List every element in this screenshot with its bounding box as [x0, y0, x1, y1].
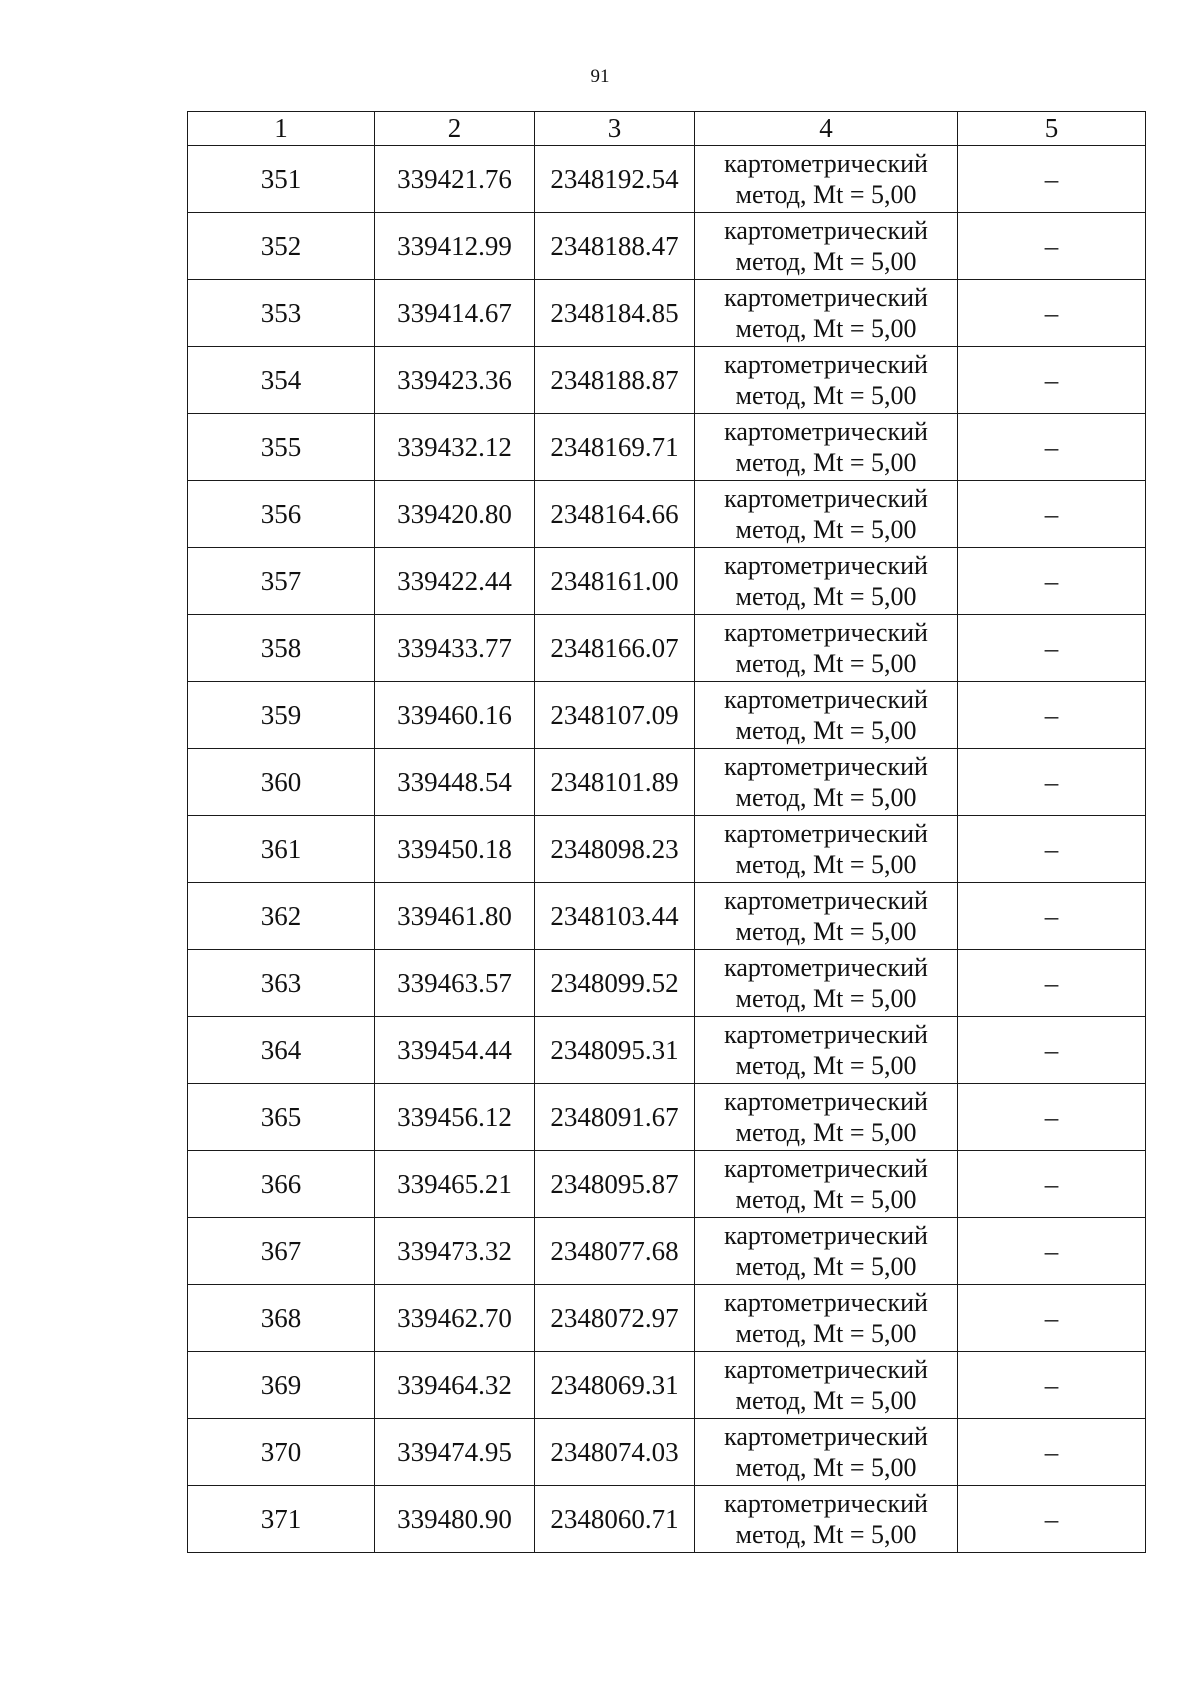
header-col-4: 4: [695, 112, 958, 146]
note-cell: –: [958, 1017, 1146, 1084]
x-coordinate-cell: 339461.80: [375, 883, 535, 950]
method-line-1: картометрический: [724, 1154, 928, 1183]
x-coordinate-cell: 339480.90: [375, 1486, 535, 1553]
point-number-cell: 357: [188, 548, 375, 615]
header-row: [188, 112, 1146, 146]
note-cell: –: [958, 1218, 1146, 1285]
method-cell: [695, 1017, 958, 1084]
x-coordinate-cell: 339421.76: [375, 146, 535, 213]
method-line-2: метод, Mt = 5,00: [735, 448, 917, 477]
method-cell: [695, 883, 958, 950]
method-line-2: метод, Mt = 5,00: [735, 850, 917, 879]
point-number-cell: 369: [188, 1352, 375, 1419]
x-coordinate-cell: 339412.99: [375, 213, 535, 280]
note-cell: –: [958, 414, 1146, 481]
table-row: [188, 481, 1146, 548]
table-row: [188, 883, 1146, 950]
note-cell: –: [958, 816, 1146, 883]
method-line-2: метод, Mt = 5,00: [735, 515, 917, 544]
method-cell: [695, 1352, 958, 1419]
method-line-1: картометрический: [724, 1355, 928, 1384]
method-cell: [695, 213, 958, 280]
y-coordinate-cell: 2348072.97: [535, 1285, 695, 1352]
table-row: [188, 213, 1146, 280]
method-cell: [695, 682, 958, 749]
method-line-1: картометрический: [724, 1288, 928, 1317]
x-coordinate-cell: 339474.95: [375, 1419, 535, 1486]
table-row: [188, 1084, 1146, 1151]
method-line-1: картометрический: [724, 1221, 928, 1250]
table-row: [188, 950, 1146, 1017]
point-number-cell: 355: [188, 414, 375, 481]
note-cell: –: [958, 682, 1146, 749]
table-row: [188, 1486, 1146, 1553]
method-line-1: картометрический: [724, 283, 928, 312]
method-cell: [695, 414, 958, 481]
method-line-2: метод, Mt = 5,00: [735, 1520, 917, 1549]
method-line-2: метод, Mt = 5,00: [735, 1386, 917, 1415]
point-number-cell: 360: [188, 749, 375, 816]
note-cell: –: [958, 615, 1146, 682]
method-cell: [695, 950, 958, 1017]
y-coordinate-cell: 2348188.87: [535, 347, 695, 414]
y-coordinate-cell: 2348099.52: [535, 950, 695, 1017]
method-cell: [695, 347, 958, 414]
table-row: [188, 816, 1146, 883]
point-number-cell: 367: [188, 1218, 375, 1285]
note-cell: –: [958, 1486, 1146, 1553]
y-coordinate-cell: 2348103.44: [535, 883, 695, 950]
method-line-2: метод, Mt = 5,00: [735, 1453, 917, 1482]
method-line-2: метод, Mt = 5,00: [735, 1185, 917, 1214]
x-coordinate-cell: 339456.12: [375, 1084, 535, 1151]
note-cell: –: [958, 1151, 1146, 1218]
method-line-1: картометрический: [724, 484, 928, 513]
method-line-1: картометрический: [724, 886, 928, 915]
note-cell: –: [958, 146, 1146, 213]
y-coordinate-cell: 2348074.03: [535, 1419, 695, 1486]
point-number-cell: 356: [188, 481, 375, 548]
method-line-1: картометрический: [724, 819, 928, 848]
method-line-1: картометрический: [724, 752, 928, 781]
point-number-cell: 361: [188, 816, 375, 883]
method-line-2: метод, Mt = 5,00: [735, 582, 917, 611]
method-line-2: метод, Mt = 5,00: [735, 314, 917, 343]
table-row: [188, 280, 1146, 347]
page-number: 91: [590, 66, 610, 87]
note-cell: –: [958, 1285, 1146, 1352]
x-coordinate-cell: 339454.44: [375, 1017, 535, 1084]
x-coordinate-cell: 339448.54: [375, 749, 535, 816]
method-line-1: картометрический: [724, 216, 928, 245]
method-cell: [695, 816, 958, 883]
y-coordinate-cell: 2348060.71: [535, 1486, 695, 1553]
x-coordinate-cell: 339433.77: [375, 615, 535, 682]
y-coordinate-cell: 2348169.71: [535, 414, 695, 481]
method-line-2: метод, Mt = 5,00: [735, 1118, 917, 1147]
method-cell: [695, 481, 958, 548]
point-number-cell: 358: [188, 615, 375, 682]
method-cell: [695, 1486, 958, 1553]
table-body: [188, 146, 1146, 1553]
method-line-1: картометрический: [724, 618, 928, 647]
method-cell: [695, 280, 958, 347]
y-coordinate-cell: 2348077.68: [535, 1218, 695, 1285]
x-coordinate-cell: 339463.57: [375, 950, 535, 1017]
table-row: [188, 146, 1146, 213]
table-row: [188, 1352, 1146, 1419]
y-coordinate-cell: 2348161.00: [535, 548, 695, 615]
y-coordinate-cell: 2348095.31: [535, 1017, 695, 1084]
method-cell: [695, 749, 958, 816]
y-coordinate-cell: 2348192.54: [535, 146, 695, 213]
method-line-1: картометрический: [724, 551, 928, 580]
method-cell: [695, 1218, 958, 1285]
x-coordinate-cell: 339462.70: [375, 1285, 535, 1352]
point-number-cell: 365: [188, 1084, 375, 1151]
method-cell: [695, 615, 958, 682]
point-number-cell: 370: [188, 1419, 375, 1486]
x-coordinate-cell: 339473.32: [375, 1218, 535, 1285]
coordinates-table: [187, 111, 1146, 1553]
method-cell: [695, 146, 958, 213]
table-row: [188, 1419, 1146, 1486]
method-line-1: картометрический: [724, 1087, 928, 1116]
method-line-1: картометрический: [724, 685, 928, 714]
method-cell: [695, 1151, 958, 1218]
table-row: [188, 1151, 1146, 1218]
method-line-1: картометрический: [724, 1489, 928, 1518]
point-number-cell: 351: [188, 146, 375, 213]
method-line-2: метод, Mt = 5,00: [735, 716, 917, 745]
x-coordinate-cell: 339465.21: [375, 1151, 535, 1218]
point-number-cell: 362: [188, 883, 375, 950]
x-coordinate-cell: 339423.36: [375, 347, 535, 414]
table-row: [188, 347, 1146, 414]
method-cell: [695, 1084, 958, 1151]
note-cell: –: [958, 950, 1146, 1017]
note-cell: –: [958, 280, 1146, 347]
x-coordinate-cell: 339414.67: [375, 280, 535, 347]
table-row: [188, 615, 1146, 682]
method-line-2: метод, Mt = 5,00: [735, 180, 917, 209]
method-line-1: картометрический: [724, 953, 928, 982]
x-coordinate-cell: 339422.44: [375, 548, 535, 615]
point-number-cell: 366: [188, 1151, 375, 1218]
note-cell: –: [958, 883, 1146, 950]
header-col-2: 2: [375, 112, 535, 146]
y-coordinate-cell: 2348098.23: [535, 816, 695, 883]
table-row: [188, 1285, 1146, 1352]
method-line-2: метод, Mt = 5,00: [735, 247, 917, 276]
method-line-1: картометрический: [724, 1020, 928, 1049]
table-row: [188, 749, 1146, 816]
header-col-5: 5: [958, 112, 1146, 146]
method-line-2: метод, Mt = 5,00: [735, 1252, 917, 1281]
method-line-2: метод, Mt = 5,00: [735, 1319, 917, 1348]
table-row: [188, 548, 1146, 615]
method-cell: [695, 1419, 958, 1486]
header-col-3: 3: [535, 112, 695, 146]
y-coordinate-cell: 2348107.09: [535, 682, 695, 749]
note-cell: –: [958, 749, 1146, 816]
method-cell: [695, 1285, 958, 1352]
point-number-cell: 352: [188, 213, 375, 280]
note-cell: –: [958, 481, 1146, 548]
y-coordinate-cell: 2348188.47: [535, 213, 695, 280]
method-cell: [695, 548, 958, 615]
table-row: [188, 682, 1146, 749]
note-cell: –: [958, 548, 1146, 615]
x-coordinate-cell: 339460.16: [375, 682, 535, 749]
method-line-1: картометрический: [724, 149, 928, 178]
method-line-2: метод, Mt = 5,00: [735, 381, 917, 410]
point-number-cell: 359: [188, 682, 375, 749]
method-line-1: картометрический: [724, 1422, 928, 1451]
method-line-2: метод, Mt = 5,00: [735, 783, 917, 812]
method-line-2: метод, Mt = 5,00: [735, 984, 917, 1013]
table-header: [188, 112, 1146, 146]
note-cell: –: [958, 1419, 1146, 1486]
table-row: [188, 1218, 1146, 1285]
y-coordinate-cell: 2348091.67: [535, 1084, 695, 1151]
method-line-1: картометрический: [724, 417, 928, 446]
point-number-cell: 354: [188, 347, 375, 414]
point-number-cell: 363: [188, 950, 375, 1017]
header-col-1: 1: [188, 112, 375, 146]
point-number-cell: 368: [188, 1285, 375, 1352]
method-line-2: метод, Mt = 5,00: [735, 917, 917, 946]
point-number-cell: 364: [188, 1017, 375, 1084]
x-coordinate-cell: 339464.32: [375, 1352, 535, 1419]
y-coordinate-cell: 2348164.66: [535, 481, 695, 548]
table-row: [188, 414, 1146, 481]
method-line-2: метод, Mt = 5,00: [735, 1051, 917, 1080]
y-coordinate-cell: 2348101.89: [535, 749, 695, 816]
point-number-cell: 353: [188, 280, 375, 347]
y-coordinate-cell: 2348095.87: [535, 1151, 695, 1218]
note-cell: –: [958, 1084, 1146, 1151]
x-coordinate-cell: 339420.80: [375, 481, 535, 548]
y-coordinate-cell: 2348166.07: [535, 615, 695, 682]
note-cell: –: [958, 1352, 1146, 1419]
y-coordinate-cell: 2348184.85: [535, 280, 695, 347]
y-coordinate-cell: 2348069.31: [535, 1352, 695, 1419]
method-line-1: картометрический: [724, 350, 928, 379]
note-cell: –: [958, 213, 1146, 280]
x-coordinate-cell: 339432.12: [375, 414, 535, 481]
note-cell: –: [958, 347, 1146, 414]
table-row: [188, 1017, 1146, 1084]
method-line-2: метод, Mt = 5,00: [735, 649, 917, 678]
point-number-cell: 371: [188, 1486, 375, 1553]
x-coordinate-cell: 339450.18: [375, 816, 535, 883]
